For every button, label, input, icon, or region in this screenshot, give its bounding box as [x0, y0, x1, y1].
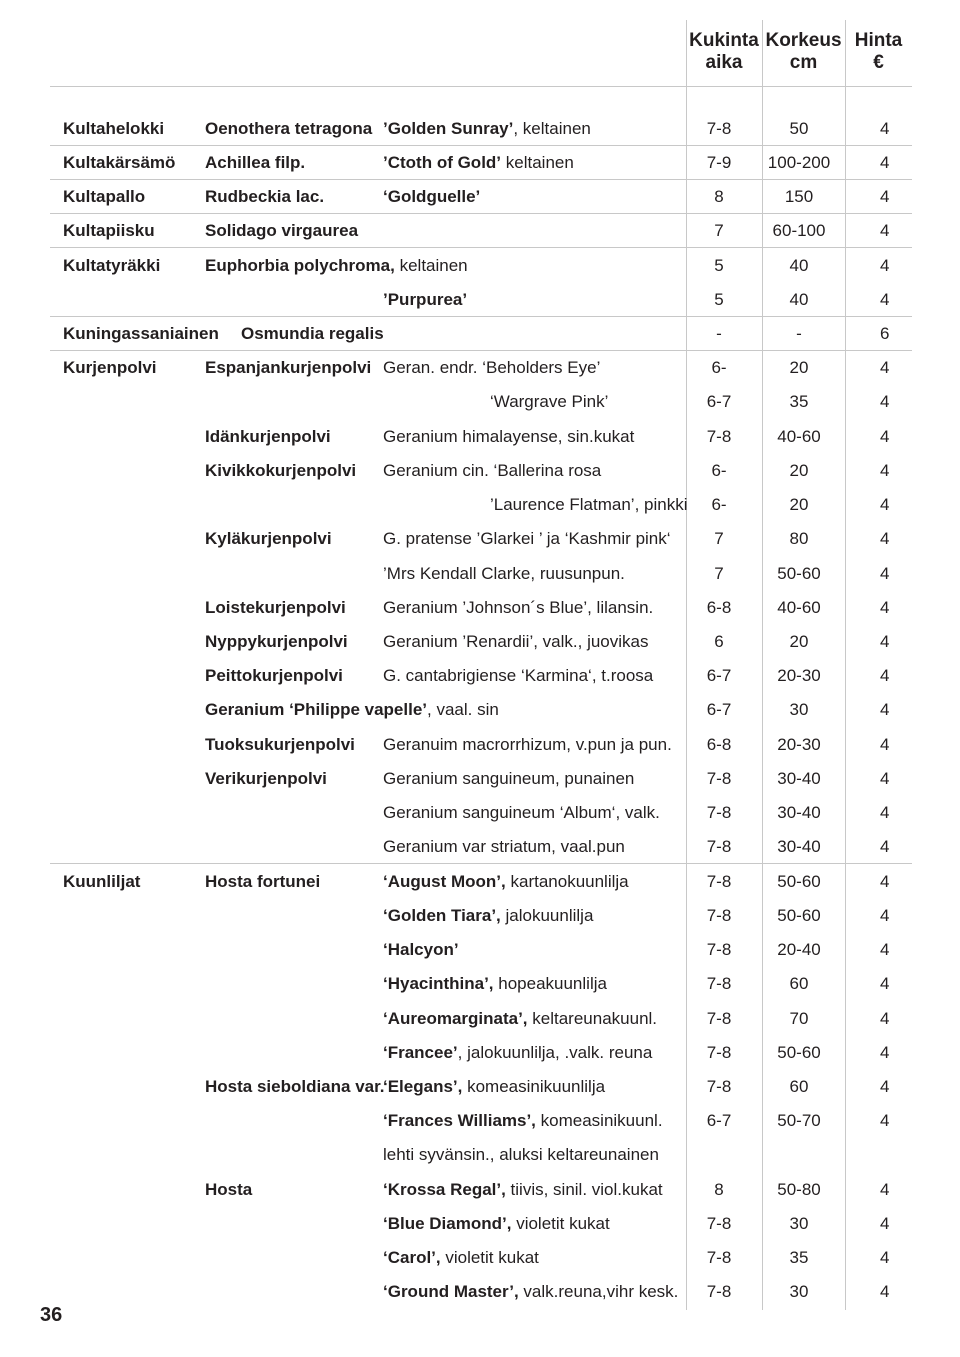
row-divider-kultapiisku: [50, 247, 912, 248]
header-divider: [50, 86, 912, 87]
cultivar-text-segment: ‘Blue Diamond’,: [383, 1214, 512, 1233]
cultivar-description: [383, 974, 607, 994]
bloom-time: 6-: [711, 495, 727, 514]
height-cm: 50-60: [777, 1043, 821, 1062]
height-cm: 35: [789, 392, 809, 411]
header-hinta: [845, 30, 912, 74]
species-name: Kyläkurjenpolvi: [205, 529, 332, 548]
row-divider-kuningassaniainen: [50, 350, 912, 351]
cultivar-description: [383, 1248, 539, 1268]
species-name: Achillea filp.: [205, 153, 306, 172]
cultivar-description: [383, 1180, 663, 1200]
height-cm: 80: [789, 529, 809, 548]
bloom-time: 7-8: [706, 1077, 732, 1096]
common-name: Kultahelokki: [63, 119, 165, 138]
height-cm: 50-70: [777, 1111, 821, 1130]
height-cm: 40: [789, 256, 809, 275]
cultivar-description: [383, 358, 600, 378]
cultivar-text-segment: ‘Halcyon’: [383, 940, 459, 959]
species-name: Hosta fortunei: [205, 872, 321, 891]
species-name: Verikurjenpolvi: [205, 769, 327, 788]
cultivar-text-segment: ‘Wargrave Pink’: [490, 392, 609, 411]
bloom-time: 7: [714, 221, 724, 240]
height-cm: 30-40: [777, 769, 821, 788]
header-kukinta-line1: Kukinta: [689, 30, 759, 51]
cultivar-description: [383, 1043, 652, 1063]
bloom-time: 7-8: [706, 906, 732, 925]
cultivar-description: [383, 906, 593, 926]
cultivar-text-segment: ‘Carol’,: [383, 1248, 441, 1267]
price-eur: 4: [880, 700, 890, 719]
common-name: Kultapallo: [63, 187, 146, 206]
price-eur: 4: [880, 769, 890, 788]
bloom-time: 7-8: [706, 974, 732, 993]
cultivar-description: [383, 837, 625, 857]
price-eur: 6: [880, 324, 890, 343]
height-cm: 30-40: [777, 837, 821, 856]
species-name: Osmundia regalis: [241, 324, 384, 343]
cultivar-description: [383, 1111, 663, 1131]
row-divider-kultakarsamo: [50, 179, 912, 180]
bloom-time: 7-8: [706, 1043, 732, 1062]
species-name: Espanjankurjenpolvi: [205, 358, 372, 377]
cultivar-description: [383, 564, 625, 584]
price-eur: 4: [880, 153, 890, 172]
common-name: Kuunliljat: [63, 872, 141, 891]
cultivar-text-segment: ’Purpurea’: [383, 290, 468, 309]
height-cm: 20-30: [777, 666, 821, 685]
cultivar-text-segment: Geranuim macrorrhizum, v.pun ja pun.: [383, 735, 672, 754]
bloom-time: 7-8: [706, 427, 732, 446]
cultivar-text-segment: ‘Frances Williams’,: [383, 1111, 536, 1130]
bloom-time: 7: [714, 529, 724, 548]
price-eur: 4: [880, 290, 890, 309]
cultivar-text-segment: ’Mrs Kendall Clarke, ruusunpun.: [383, 564, 625, 583]
header-korkeus-line2: cm: [789, 52, 818, 73]
cultivar-text-segment: tiivis, sinil. viol.kukat: [505, 1180, 663, 1199]
row-divider-kultatyrakki: [50, 316, 912, 317]
price-eur: 4: [880, 1180, 890, 1199]
bloom-time: 5: [714, 256, 724, 275]
row-divider-kultapallo: [50, 213, 912, 214]
header-hinta-line1: Hinta: [854, 30, 903, 51]
price-eur: 4: [880, 1043, 890, 1062]
height-cm: 40-60: [777, 427, 821, 446]
price-eur: 4: [880, 495, 890, 514]
cultivar-text-segment: violetit kukat: [511, 1214, 610, 1233]
height-cm: 100-200: [767, 153, 831, 172]
height-cm: 20-30: [777, 735, 821, 754]
cultivar-description: [383, 598, 653, 618]
cultivar-text-segment: ‘Golden Tiara’,: [383, 906, 501, 925]
species-name: Peittokurjenpolvi: [205, 666, 343, 685]
bloom-time: 6-8: [706, 598, 732, 617]
price-eur: 4: [880, 1214, 890, 1233]
species-name: [205, 256, 468, 276]
bloom-time: 6-7: [706, 392, 732, 411]
species-text-segment: Geranium ‘Philippe vapelle’: [205, 700, 428, 719]
price-eur: 4: [880, 666, 890, 685]
species-text-segment: , vaal. sin: [427, 700, 499, 719]
header-korkeus-cm: [762, 30, 845, 74]
cultivar-text-segment: komeasinikuunlilja: [462, 1077, 606, 1096]
cultivar-description: [383, 1009, 657, 1029]
height-cm: 60: [789, 974, 809, 993]
bloom-time: 6-7: [706, 666, 732, 685]
cultivar-text-segment: Geranium sanguineum, punainen: [383, 769, 635, 788]
price-eur: 4: [880, 974, 890, 993]
cultivar-text-segment: ‘Hyacinthina’,: [383, 974, 494, 993]
species-name: [205, 700, 499, 720]
cultivar-description: [383, 427, 634, 447]
height-cm: 20-40: [777, 940, 821, 959]
cultivar-text-segment: ’Golden Sunray’: [383, 119, 514, 138]
bloom-time: -: [716, 324, 722, 343]
cultivar-text-segment: ‘Aureomarginata’,: [383, 1009, 528, 1028]
height-cm: 50-60: [777, 564, 821, 583]
cultivar-text-segment: Geran. endr. ‘Beholders Eye’: [383, 358, 601, 377]
cultivar-description: [383, 153, 574, 173]
height-cm: 40: [789, 290, 809, 309]
height-cm: 35: [789, 1248, 809, 1267]
cultivar-description: [383, 735, 672, 755]
price-eur: 4: [880, 221, 890, 240]
height-cm: 20: [789, 461, 809, 480]
price-eur: 4: [880, 872, 890, 891]
bloom-time: 8: [714, 187, 724, 206]
price-eur: 4: [880, 803, 890, 822]
price-eur: 4: [880, 187, 890, 206]
price-eur: 4: [880, 632, 890, 651]
price-eur: 4: [880, 1077, 890, 1096]
bloom-time: 7-9: [706, 153, 732, 172]
cultivar-description: [490, 392, 608, 412]
common-name: Kurjenpolvi: [63, 358, 157, 377]
height-cm: 20: [789, 495, 809, 514]
cultivar-text-segment: Geranium cin. ‘Ballerina rosa: [383, 461, 602, 480]
cultivar-text-segment: lehti syvänsin., aluksi keltareunainen: [383, 1145, 659, 1164]
bloom-time: 6-8: [706, 735, 732, 754]
height-cm: 40-60: [777, 598, 821, 617]
species-name: Rudbeckia lac.: [205, 187, 325, 206]
bloom-time: 6-: [711, 358, 727, 377]
bloom-time: 5: [714, 290, 724, 309]
species-name: Nyppykurjenpolvi: [205, 632, 348, 651]
cultivar-text-segment: Geranium himalayense, sin.kukat: [383, 427, 635, 446]
price-eur: 4: [880, 906, 890, 925]
price-eur: 4: [880, 392, 890, 411]
bloom-time: 7-8: [706, 119, 732, 138]
species-name: Loistekurjenpolvi: [205, 598, 346, 617]
species-name: Idänkurjenpolvi: [205, 427, 331, 446]
header-hinta-line2: €: [873, 52, 884, 73]
height-cm: 20: [789, 358, 809, 377]
header-kukinta-line2: aika: [705, 52, 743, 73]
page-number: 36: [40, 1304, 63, 1326]
cultivar-text-segment: jalokuunlilja: [500, 906, 594, 925]
bloom-time: 7-8: [706, 940, 732, 959]
price-eur: 4: [880, 1009, 890, 1028]
common-name: Kultapiisku: [63, 221, 155, 240]
height-cm: 30: [789, 1214, 809, 1233]
species-name: Tuoksukurjenpolvi: [205, 735, 355, 754]
cultivar-text-segment: G. pratense ’Glarkei ’ ja ‘Kashmir pink‘: [383, 529, 671, 548]
species-text-segment: keltainen: [394, 256, 468, 275]
height-cm: 30-40: [777, 803, 821, 822]
species-name: Oenothera tetragona: [205, 119, 373, 138]
cultivar-text-segment: komeasinikuunl.: [535, 1111, 663, 1130]
cultivar-description: [383, 1214, 610, 1234]
cultivar-description: [383, 1077, 605, 1097]
bloom-time: 7-8: [706, 1248, 732, 1267]
price-eur: 4: [880, 1248, 890, 1267]
cultivar-text-segment: kartanokuunlilja: [505, 872, 629, 891]
cultivar-text-segment: Geranium ’Johnson´s Blue’, lilansin.: [383, 598, 654, 617]
bloom-time: 6-7: [706, 700, 732, 719]
species-name: Hosta: [205, 1180, 253, 1199]
cultivar-text-segment: ‘Elegans’,: [383, 1077, 463, 1096]
cultivar-text-segment: Geranium var striatum, vaal.pun: [383, 837, 625, 856]
height-cm: 30: [789, 700, 809, 719]
price-eur: 4: [880, 564, 890, 583]
cultivar-text-segment: ‘Francee’: [383, 1043, 458, 1062]
cultivar-text-segment: keltainen: [501, 153, 574, 172]
bloom-time: 6-: [711, 461, 727, 480]
header-kukinta-aika: [686, 30, 762, 74]
price-eur: 4: [880, 1282, 890, 1301]
cultivar-description: [383, 803, 660, 823]
cultivar-description: [383, 119, 591, 139]
price-eur: 4: [880, 427, 890, 446]
height-cm: 20: [789, 632, 809, 651]
species-text-segment: Euphorbia polychroma,: [205, 256, 395, 275]
height-cm: 70: [789, 1009, 809, 1028]
price-eur: 4: [880, 256, 890, 275]
species-name: Hosta sieboldiana var.: [205, 1077, 385, 1096]
cultivar-text-segment: ’Ctoth of Gold’: [383, 153, 502, 172]
cultivar-text-segment: ’Laurence Flatman’, pinkki: [490, 495, 688, 514]
bloom-time: 6-7: [706, 1111, 732, 1130]
cultivar-description: [383, 290, 467, 310]
cultivar-description: [383, 666, 653, 686]
bloom-time: 6: [714, 632, 724, 651]
height-cm: -: [796, 324, 802, 343]
height-cm: 50-80: [777, 1180, 821, 1199]
cultivar-description: [383, 769, 634, 789]
cultivar-text-segment: ‘August Moon’,: [383, 872, 506, 891]
row-divider-kurjenpolvi: [50, 863, 912, 864]
height-cm: 50-60: [777, 872, 821, 891]
price-eur: 4: [880, 598, 890, 617]
species-name: Solidago virgaurea: [205, 221, 359, 240]
cultivar-text-segment: Geranium sanguineum ‘Album‘, valk.: [383, 803, 660, 822]
cultivar-text-segment: ‘Goldguelle’: [383, 187, 481, 206]
cultivar-text-segment: violetit kukat: [440, 1248, 539, 1267]
cultivar-description: [383, 1145, 659, 1165]
common-name: Kuningassaniainen: [63, 324, 219, 343]
height-cm: 150: [784, 187, 814, 206]
common-name: Kultakärsämö: [63, 153, 176, 172]
height-cm: 60-100: [772, 221, 826, 240]
bloom-time: 7-8: [706, 769, 732, 788]
cultivar-text-segment: ‘Ground Master’,: [383, 1282, 519, 1301]
price-eur: 4: [880, 358, 890, 377]
height-cm: 50: [789, 119, 809, 138]
price-eur: 4: [880, 1111, 890, 1130]
bloom-time: 7-8: [706, 1009, 732, 1028]
cultivar-description: [383, 872, 629, 892]
cultivar-text-segment: hopeakuunlilja: [493, 974, 607, 993]
cultivar-description: [383, 632, 649, 652]
common-name: Kultatyräkki: [63, 256, 161, 275]
species-name: Kivikkokurjenpolvi: [205, 461, 357, 480]
cultivar-description: [383, 461, 601, 481]
cultivar-text-segment: , jalokuunlilja, .valk. reuna: [457, 1043, 653, 1062]
cultivar-text-segment: , keltainen: [513, 119, 591, 138]
height-cm: 50-60: [777, 906, 821, 925]
cultivar-description: [383, 187, 480, 207]
cultivar-description: [383, 1282, 678, 1302]
cultivar-description: [490, 495, 687, 515]
bloom-time: 7-8: [706, 1214, 732, 1233]
cultivar-text-segment: G. cantabrigiense ‘Karmina‘, t.roosa: [383, 666, 654, 685]
price-eur: 4: [880, 837, 890, 856]
cultivar-text-segment: valk.reuna,vihr kesk.: [518, 1282, 679, 1301]
price-eur: 4: [880, 529, 890, 548]
bloom-time: 7-8: [706, 803, 732, 822]
row-divider-kultahelokki: [50, 145, 912, 146]
bloom-time: 7-8: [706, 1282, 732, 1301]
cultivar-text-segment: ‘Krossa Regal’,: [383, 1180, 506, 1199]
cultivar-text-segment: keltareunakuunl.: [527, 1009, 658, 1028]
price-eur: 4: [880, 119, 890, 138]
bloom-time: 8: [714, 1180, 724, 1199]
cultivar-text-segment: Geranium ’Renardii’, valk., juovikas: [383, 632, 649, 651]
bloom-time: 7-8: [706, 872, 732, 891]
price-eur: 4: [880, 940, 890, 959]
bloom-time: 7: [714, 564, 724, 583]
height-cm: 60: [789, 1077, 809, 1096]
price-eur: 4: [880, 735, 890, 754]
header-korkeus-line1: Korkeus: [765, 30, 842, 51]
bloom-time: 7-8: [706, 837, 732, 856]
cultivar-description: [383, 529, 671, 549]
cultivar-description: [383, 940, 459, 960]
height-cm: 30: [789, 1282, 809, 1301]
price-eur: 4: [880, 461, 890, 480]
